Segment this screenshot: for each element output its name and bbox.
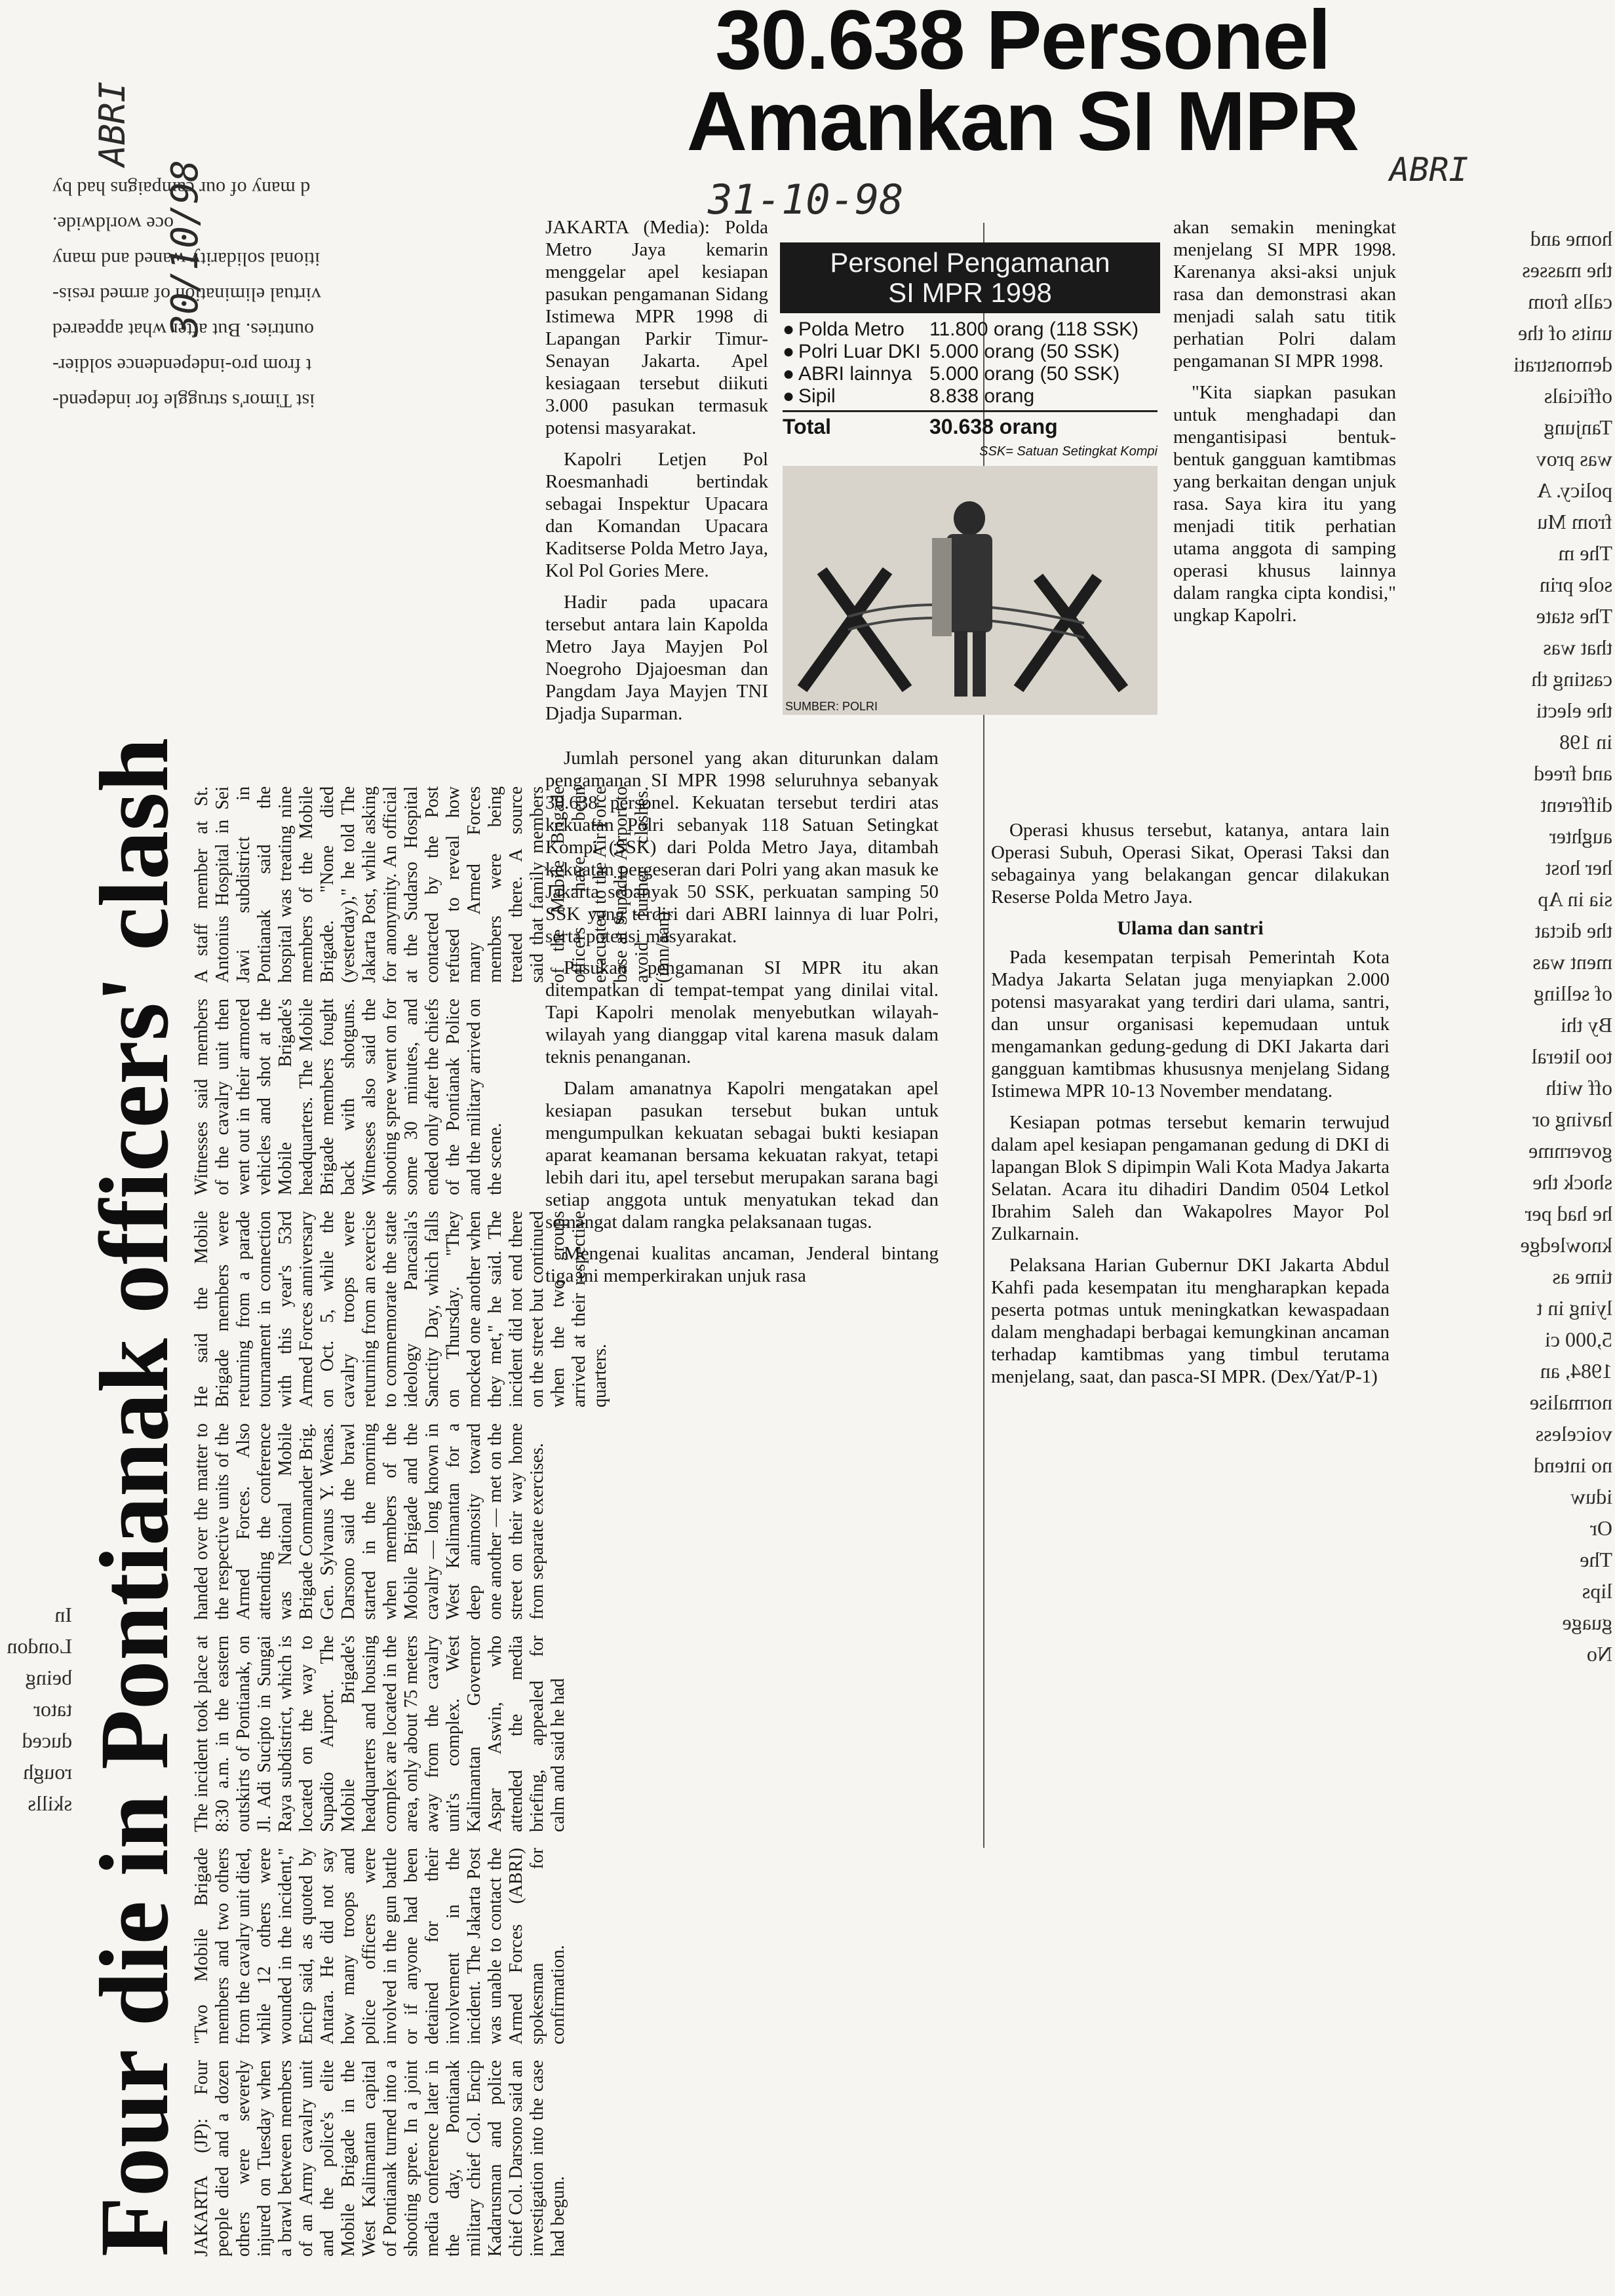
info-row-label: Polri Luar DKI	[798, 341, 921, 362]
info-row-label: Polda Metro	[798, 318, 905, 340]
showthrough-line: the masses	[1522, 258, 1612, 282]
showthrough-line: ment was	[1532, 950, 1612, 974]
showthrough-line: of selling	[1534, 982, 1612, 1005]
showthrough-line: the dictat	[1534, 919, 1612, 942]
showthrough-line: governme	[1528, 1139, 1612, 1162]
showthrough-line: voiceless	[1535, 1422, 1612, 1445]
paragraph: Mengenai kualitas ancaman, Jenderal bintang tiga ini memperkirakan unjuk rasa	[545, 1243, 939, 1286]
bullet-icon: ●	[783, 341, 795, 362]
showthrough-left-top	[52, 170, 478, 418]
showthrough-line: was prov	[1536, 447, 1612, 470]
info-footnote: SSK= Satuan Setingkat Kompi	[979, 444, 1158, 459]
info-box-title-line: SI MPR 1998	[888, 277, 1052, 308]
showthrough-line: 5,000 ci	[1544, 1328, 1612, 1351]
showthrough-line: knowledge	[1520, 1233, 1612, 1257]
showthrough-line: and freed	[1534, 761, 1612, 785]
info-row-value: 8.838 orang	[929, 385, 1035, 407]
showthrough-line: London	[7, 1634, 72, 1658]
showthrough-line: units of the	[1518, 321, 1612, 345]
showthrough-line: ist Timor's struggle for independ-	[52, 390, 315, 411]
showthrough-line: sia in Ap	[1538, 887, 1612, 911]
bullet-icon: ●	[783, 318, 795, 340]
showthrough-line: no intend	[1534, 1453, 1612, 1477]
showthrough-line: skills	[28, 1791, 72, 1815]
showthrough-line: virtual elimination of armed resis-	[52, 284, 321, 305]
info-total-label: Total	[783, 415, 832, 438]
paragraph: Kesiapan potmas tersebut kemarin terwujud dalam apel kesiapan pengamanan gedung di DKI di lapangan Blok S dipimpin Wali Kota Madya Jakarta Selatan. Acara itu dihadiri Dandim 0504 Letkol Ibrahim Saleh dan Wakapolres Mayor Pol Zulkarnain.	[991, 1112, 1390, 1244]
showthrough-line: being	[25, 1666, 72, 1689]
showthrough-line: tator	[33, 1697, 72, 1721]
subheading: Ulama dan santri	[1117, 917, 1264, 939]
paragraph: "Kita siapkan pasukan untuk menghadapi dan mengantisipasi bentuk-bentuk gangguan kamtibmas yang berkaitan dengan unjuk rasa. Saya kira itu yang menjadi titik perhatian utama anggota di samping operasi khusus lainnya dalam rangka cipta kondisi," ungkap Kapolri.	[1173, 382, 1396, 626]
showthrough-line: he had per	[1525, 1202, 1612, 1225]
showthrough-line: having or	[1532, 1107, 1612, 1131]
showthrough-line: In	[54, 1603, 72, 1626]
showthrough-line: lips	[1582, 1579, 1612, 1603]
showthrough-line: guage	[1562, 1611, 1612, 1634]
info-box-title	[780, 242, 1160, 313]
paragraph: Jumlah personel yang akan diturunkan dalam pengamanan SI MPR 1998 seluruhnya sebanyak 30.638 personel. Kekuatan tersebut terdiri atas kekuatan Polri sebanyak 118 Satuan Setingkat Kompi (SSK) dari Polda Metro Jaya, ditambah kekuatan pergeseran dari Polri yang akan masuk ke Jakarta sebanyak 50 SSK, perkuatan samping 50 SSK yang terdiri dari ABRI lainnya di luar Polri, serta potensi masyarakat.	[545, 748, 939, 947]
info-total-row	[783, 410, 1158, 439]
info-row-label: Sipil	[798, 385, 836, 407]
showthrough-line: from Mu	[1537, 510, 1612, 533]
info-row	[783, 385, 1158, 408]
showthrough-line: her host	[1545, 856, 1612, 879]
showthrough-line: calls from	[1528, 290, 1612, 313]
paragraph: Pasukan pengamanan SI MPR itu akan ditempatkan di tempat-tempat yang dinilai vital. Tapi Kapolri menolak menyebutkan wilayah-wilayah yang dianggap vital karena masuk dalam teknis penanganan.	[545, 957, 939, 1067]
info-row	[783, 341, 1158, 363]
showthrough-line: The	[1580, 1548, 1612, 1571]
article-column-b	[1173, 216, 1396, 636]
showthrough-line: No	[1586, 1642, 1612, 1666]
showthrough-line: off with	[1546, 1076, 1612, 1100]
showthrough-line: time as	[1552, 1265, 1612, 1288]
handwritten-source: ABRI	[1390, 151, 1469, 189]
info-row-value: 5.000 orang (50 SSK)	[929, 363, 1120, 385]
showthrough-line: lying in t	[1536, 1296, 1612, 1320]
showthrough-line: shock the	[1532, 1170, 1612, 1194]
showthrough-line: duced	[22, 1729, 72, 1752]
paragraph: Pelaksana Harian Gubernur DKI Jakarta Abdul Kahfi pada kesempatan itu mengharapkan kepada peserta potmas untuk meningkatkan kewaspadaan dalam menghadapi berbagai kemungkinan ancaman terhadap kamtibmas yang timbul terutama menjelang, saat, dan pasca-SI MPR. (Dex/Yat/P-1)	[991, 1255, 1390, 1387]
paragraph: Hadir pada upacara tersebut antara lain Kapolda Metro Jaya Mayjen Pol Noegroho Djajoesman dan Pangdam Jaya Mayjen TNI Djadja Suparman.	[545, 592, 768, 724]
showthrough-right-edge	[1422, 223, 1612, 1670]
police-officer-photo	[783, 466, 1158, 715]
showthrough-line: sole prin	[1539, 573, 1612, 596]
showthrough-line: different	[1540, 793, 1612, 816]
handwritten-date: 31-10-98	[708, 176, 904, 223]
english-column: handed over the matter to the respective units of the Armed Forces. Also attending the conference was National Mobile Brigade Commander Brig. Gen. Sylvanus Y. Wenas. Darsono said the brawl started in the morning when members of the Mobile Brigade and the cavalry — long known in West Kalimantan for a deep animosity toward one another — met on the street on their way home from separate exercises.	[191, 1423, 547, 1620]
paragraph: Kapolri Letjen Pol Roesmanhadi bertindak sebagai Inspektur Upacara dan Komandan Upacara Kaditsersе Polda Metro Jaya, Kol Pol Gories Mere.	[545, 449, 768, 581]
showthrough-line: policy. A	[1536, 478, 1612, 502]
info-source: SUMBER: POLRI	[785, 700, 878, 713]
paragraph: Operasi khusus tersebut, katanya, antara lain Operasi Subuh, Operasi Sikat, Operasi Taksi dan sebagainya yang belakangan gencar dilakukan Reserse Polda Metro Jaya.	[991, 820, 1390, 908]
english-column: A staff member at St. Antonius Hospital in Sei Jawi subdistrict in Pontianak said the hospital was treating nine members of the Mobile Brigade. "None died (yesterday)," he told The Jakarta Post, while asking for anonymity. An official at the Sudarso Hospital contacted by the Post refused to reveal how many Armed Forces members were being treated there. A source said that family members of the Mobile Brigade officers have been evacuated to the Air Force base at Supadio Airport to avoid further clashes. (imn/aan)	[191, 786, 673, 983]
showthrough-line: rough	[23, 1760, 72, 1784]
showthrough-line: officials	[1544, 384, 1612, 408]
info-total-value: 30.638 orang	[929, 415, 1058, 438]
article-column-b-lower	[991, 819, 1390, 1397]
showthrough-line: Or	[1590, 1516, 1612, 1540]
personnel-info-box	[780, 242, 1160, 754]
english-headline: Four die in Pontianak officers' clash	[80, 737, 189, 2257]
info-row	[783, 363, 1158, 385]
showthrough-line: normalise	[1529, 1390, 1612, 1414]
showthrough-line: aughter	[1549, 824, 1612, 848]
showthrough-line: the electi	[1536, 698, 1612, 722]
showthrough-line: Tanjung	[1544, 415, 1612, 439]
info-row-value: 11.800 orang (118 SSK)	[929, 318, 1139, 340]
headline	[564, 0, 1481, 168]
showthrough-line: oce worldwide.	[52, 213, 174, 235]
showthrough-line: t from pro-independence soldier-	[52, 354, 312, 376]
showthrough-line: casting th	[1531, 667, 1612, 691]
english-column: JAKARTA (JP): Four people died and a dozen others were severely injured on Tuesday when a brawl between members of an Army cavalry unit and the police's elite Mobile Brigade in the West Kalimantan capital of Pontianak turned into a shooting spree. In a joint media conference later in the day, Pontianak military chief Col. Encip Kadarusman and police chief Col. Darsono said an investigation into the case had begun.	[191, 2060, 568, 2257]
handwritten-source-english: ABRI	[92, 81, 133, 167]
showthrough-line: 1984, an	[1540, 1359, 1612, 1383]
showthrough-left-edge	[0, 1599, 72, 1819]
showthrough-line: The state	[1536, 604, 1612, 628]
showthrough-line: too literal	[1531, 1044, 1612, 1068]
showthrough-line: in 198	[1559, 730, 1612, 754]
info-box-title-line: Personel Pengamanan	[830, 247, 1110, 278]
headline-line-1: 30.638 Personel	[715, 0, 1330, 87]
english-column: The incident took place at 8:30 a.m. in the eastern outskirts of Pontianak, on Jl. Adi Sucipto in Sungai Raya subdistrict, which is located on the way to Supadio Airport. The Mobile Brigade's headquarters and housing complex are located in the area, only about 75 meters away from the cavalry unit's complex. West Kalimantan Governor Aspar Aswin, who attended the media briefing, appealed for calm and said he had	[191, 1636, 568, 1832]
showthrough-line: ountries. But after what appeared	[52, 319, 315, 341]
showthrough-line: demonstrati	[1513, 353, 1612, 376]
paragraph: Pada kesempatan terpisah Pemerintah Kota Madya Jakarta Selatan juga menyiapkan 2.000 potensi masyarakat yang terdiri dari ulama, santri, dan unsur organisasi kepemudaan untuk mengamankan gedung-gedung di DKI Jakarta dari gangguan kamtibmas khususnya menjelang Sidang Istimewa MPR 10-13 November mendatang.	[991, 947, 1390, 1101]
bullet-icon: ●	[783, 363, 795, 385]
showthrough-line: The m	[1558, 541, 1612, 565]
showthrough-line: iduw	[1570, 1485, 1612, 1508]
showthrough-line: itional solidarity waned and many	[52, 248, 321, 270]
showthrough-line: d many of our campaigns had by	[52, 178, 311, 199]
barricade-illustration-icon	[783, 466, 1158, 715]
paragraph: JAKARTA (Media): Polda Metro Jaya kemarin menggelar apel kesiapan pasukan pengamanan Sidang Istimewa MPR 1998 di Lapangan Parkir Timur-Senayan Jakarta. Apel kesiagaan tersebut diikuti 3.000 pasukan termasuk potensi masyarakat.	[545, 217, 768, 438]
paragraph: Dalam amanatnya Kapolri mengatakan apel kesiapan pasukan tersebut bukan untuk mengumpulkan kekuatan sebagai bukti kesiapan aparat keamanan bersama kekuatan rakyat, tetapi lebih dari itu, apel tersebut merupakan sarana bagi setiap anggota untuk menyatukan tekad dan semangat dalam rangka pelaksanaan tugas.	[545, 1078, 939, 1233]
bullet-icon: ●	[783, 385, 795, 407]
info-row-label: ABRI lainnya	[798, 363, 912, 385]
paragraph: akan semakin meningkat menjelang SI MPR 1998. Karenanya aksi-aksi unjuk rasa dan demonstrasi akan menjadi salah satu titik perhatian Polri dalam pengamanan SI MPR 1998.	[1173, 217, 1396, 372]
handwritten-date-english: 30/10/98	[164, 160, 206, 337]
showthrough-line: By thi	[1560, 1013, 1612, 1037]
showthrough-line: that was	[1543, 636, 1612, 659]
english-column: "Two Mobile Brigade members and two others from the cavalry unit died, while 12 others were wounded in the incident," Encip said, as quoted by Antara. He did not say how many troops and police officers were involved in the gun battle or if anyone had been detained for their involvement in the incident. The Jakarta Post was unable to contact the Armed Forces (ABRI) spokesman for confirmation.	[191, 1848, 568, 2044]
headline-line-2: Amankan SI MPR	[686, 75, 1359, 168]
showthrough-line: home and	[1530, 227, 1612, 250]
english-column: He said the Mobile Brigade members were returning from a parade tournament in connection with this year's 53rd Armed Forces anniversary on Oct. 5, while the cavalry troops were returning from an exercise to commemorate the state ideology Pancasila's Sanctity Day, which falls on Thursday. "They mocked one another when they met," he said. The incident did not end there on the street but continued when the two groups arrived at their respective quarters.	[191, 1211, 610, 1407]
info-row-value: 5.000 orang (50 SSK)	[929, 341, 1120, 362]
info-row	[783, 318, 1158, 341]
english-column: Witnesses said members of the cavalry unit then went out in their armored vehicles and shot at the Mobile Brigade's headquarters. The Mobile Brigade members fought back with shotguns. Witnesses also said the shooting spree went on for some 30 minutes, and ended only after the chiefs of the Pontianak Police and the military arrived on the scene.	[191, 999, 505, 1195]
